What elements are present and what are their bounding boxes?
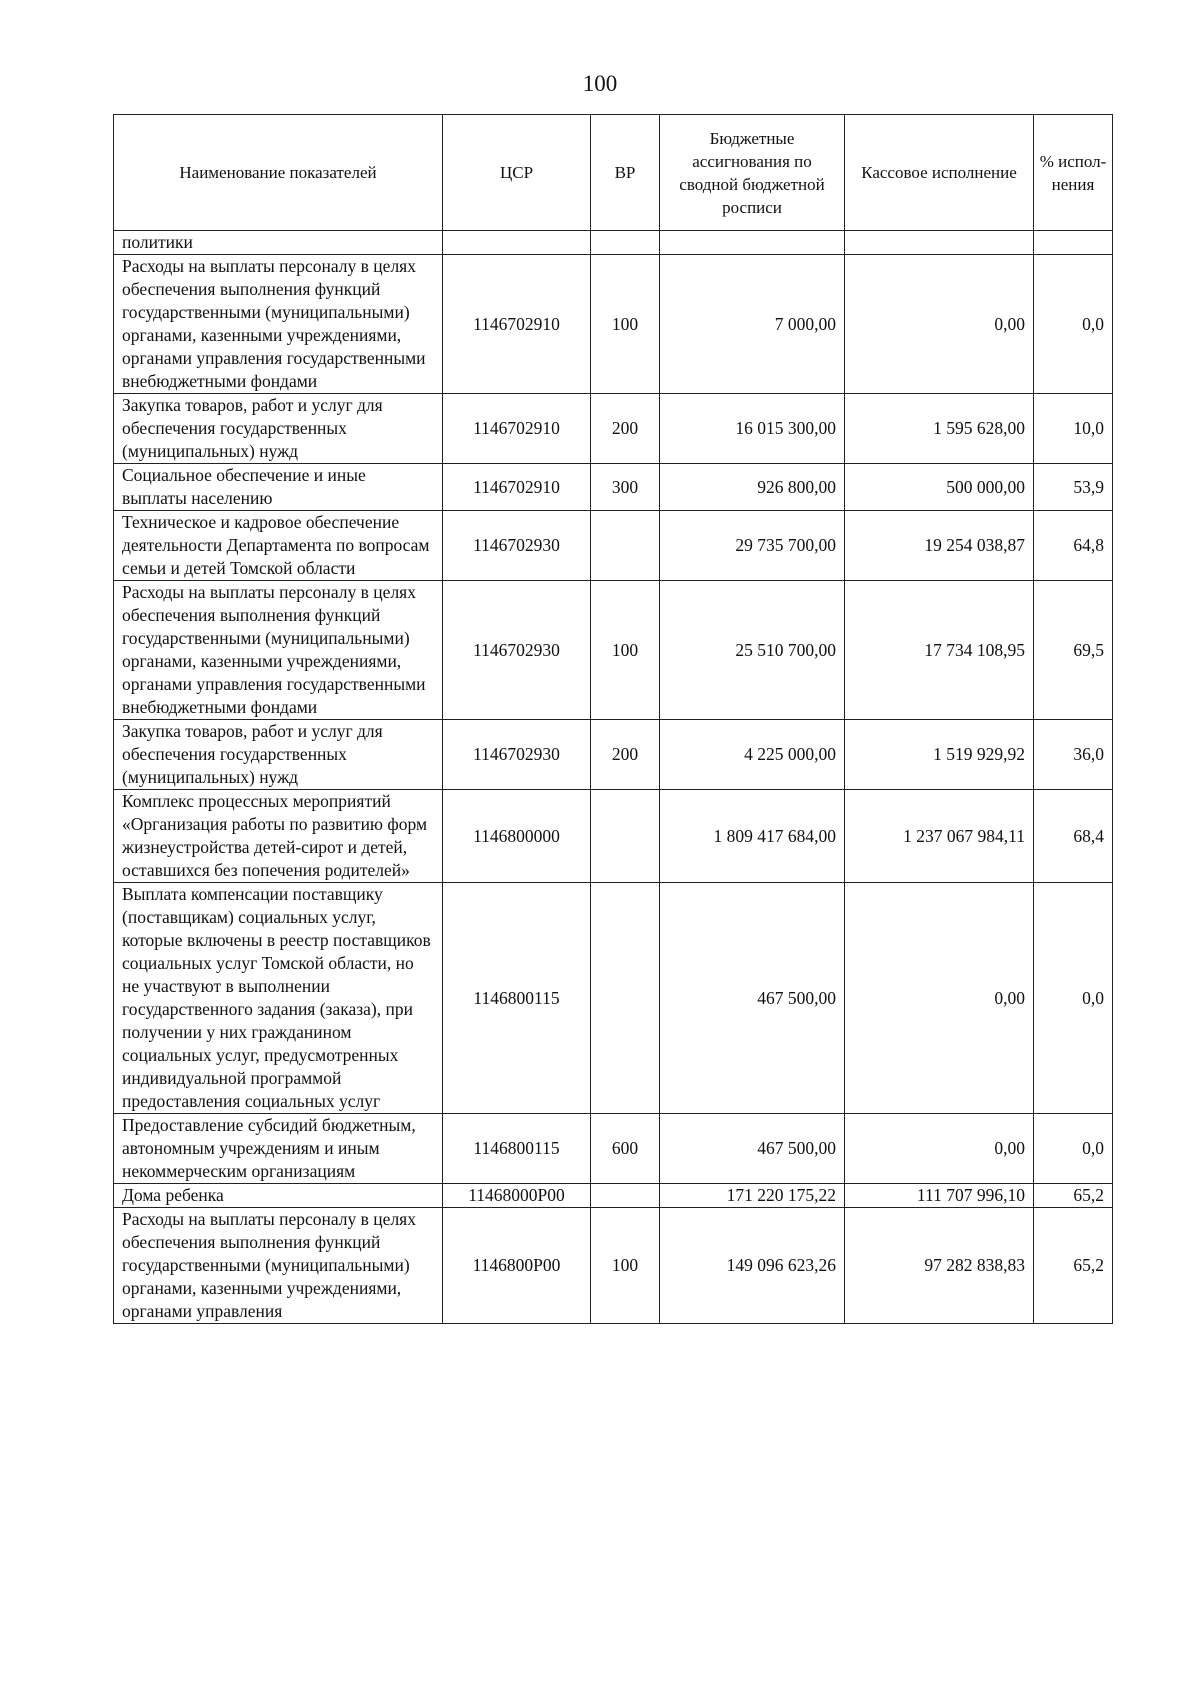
cell-name: Дома ребенка bbox=[114, 1184, 443, 1208]
cell-vr bbox=[591, 511, 660, 581]
cell-budget bbox=[660, 231, 845, 255]
cell-pct: 64,8 bbox=[1034, 511, 1113, 581]
table-header-row bbox=[114, 115, 1113, 231]
cell-budget: 926 800,00 bbox=[660, 464, 845, 511]
cell-pct: 65,2 bbox=[1034, 1184, 1113, 1208]
cell-vr bbox=[591, 883, 660, 1114]
cell-name: Расходы на выплаты персоналу в целях обеспечения выполнения функций государственными (муниципальными) органами, казенными учреждениями, органами управления bbox=[114, 1208, 443, 1324]
table-row bbox=[114, 394, 1113, 464]
cell-vr bbox=[591, 1184, 660, 1208]
budget-execution-table bbox=[113, 114, 1113, 1324]
cell-cash: 0,00 bbox=[845, 255, 1034, 394]
cell-name: Техническое и кадровое обеспечение деятельности Департамента по вопросам семьи и детей Томской области bbox=[114, 511, 443, 581]
cell-budget: 4 225 000,00 bbox=[660, 720, 845, 790]
cell-csr: 1146702910 bbox=[443, 464, 591, 511]
cell-name: Закупка товаров, работ и услуг для обеспечения государственных (муниципальных) нужд bbox=[114, 720, 443, 790]
cell-vr: 600 bbox=[591, 1114, 660, 1184]
table-row bbox=[114, 1208, 1113, 1324]
cell-pct: 68,4 bbox=[1034, 790, 1113, 883]
cell-name: Социальное обеспечение и иные выплаты населению bbox=[114, 464, 443, 511]
table-row bbox=[114, 581, 1113, 720]
cell-vr: 200 bbox=[591, 394, 660, 464]
cell-csr: 1146702910 bbox=[443, 255, 591, 394]
table-row bbox=[114, 1184, 1113, 1208]
table-row bbox=[114, 1114, 1113, 1184]
cell-pct: 0,0 bbox=[1034, 255, 1113, 394]
cell-vr: 100 bbox=[591, 1208, 660, 1324]
cell-pct bbox=[1034, 231, 1113, 255]
cell-csr: 11468000Р00 bbox=[443, 1184, 591, 1208]
cell-pct: 0,0 bbox=[1034, 1114, 1113, 1184]
cell-cash bbox=[845, 231, 1034, 255]
cell-budget: 149 096 623,26 bbox=[660, 1208, 845, 1324]
table-row bbox=[114, 255, 1113, 394]
cell-budget: 25 510 700,00 bbox=[660, 581, 845, 720]
cell-vr bbox=[591, 790, 660, 883]
cell-vr: 300 bbox=[591, 464, 660, 511]
cell-vr: 200 bbox=[591, 720, 660, 790]
cell-pct: 53,9 bbox=[1034, 464, 1113, 511]
page-number: 100 bbox=[582, 71, 618, 96]
header-budget: Бюджетные ассигнования по сводной бюджетной росписи bbox=[660, 115, 845, 231]
table-row bbox=[114, 511, 1113, 581]
cell-csr: 1146702910 bbox=[443, 394, 591, 464]
cell-budget: 7 000,00 bbox=[660, 255, 845, 394]
cell-name: Расходы на выплаты персоналу в целях обеспечения выполнения функций государственными (муниципальными) органами, казенными учреждениями, органами управления государственными внебюджетными фондами bbox=[114, 581, 443, 720]
cell-budget: 29 735 700,00 bbox=[660, 511, 845, 581]
cell-cash: 111 707 996,10 bbox=[845, 1184, 1034, 1208]
table-row bbox=[114, 883, 1113, 1114]
cell-csr: 1146800000 bbox=[443, 790, 591, 883]
cell-csr: 1146702930 bbox=[443, 511, 591, 581]
cell-budget: 467 500,00 bbox=[660, 1114, 845, 1184]
cell-cash: 97 282 838,83 bbox=[845, 1208, 1034, 1324]
cell-budget: 16 015 300,00 bbox=[660, 394, 845, 464]
cell-csr: 1146702930 bbox=[443, 720, 591, 790]
cell-pct: 0,0 bbox=[1034, 883, 1113, 1114]
header-csr: ЦСР bbox=[443, 115, 591, 231]
cell-cash: 19 254 038,87 bbox=[845, 511, 1034, 581]
cell-csr: 1146800115 bbox=[443, 883, 591, 1114]
cell-cash: 1 595 628,00 bbox=[845, 394, 1034, 464]
cell-pct: 10,0 bbox=[1034, 394, 1113, 464]
cell-budget: 1 809 417 684,00 bbox=[660, 790, 845, 883]
cell-pct: 65,2 bbox=[1034, 1208, 1113, 1324]
table-row bbox=[114, 720, 1113, 790]
cell-pct: 36,0 bbox=[1034, 720, 1113, 790]
cell-vr: 100 bbox=[591, 581, 660, 720]
cell-name: Комплекс процессных мероприятий «Организация работы по развитию форм жизнеустройства детей-сирот и детей, оставшихся без попечения родителей» bbox=[114, 790, 443, 883]
cell-budget: 467 500,00 bbox=[660, 883, 845, 1114]
cell-csr bbox=[443, 231, 591, 255]
table-row bbox=[114, 464, 1113, 511]
cell-cash: 0,00 bbox=[845, 1114, 1034, 1184]
table-row bbox=[114, 790, 1113, 883]
cell-cash: 0,00 bbox=[845, 883, 1034, 1114]
header-name: Наименование показателей bbox=[114, 115, 443, 231]
cell-name: Выплата компенсации поставщику (поставщикам) социальных услуг, которые включены в реестр поставщиков социальных услуг Томской области, но не участвуют в выполнении государственного задания (заказа), при получении у них гражданином социальных услуг, предусмотренных индивидуальной программой предоставления социальных услуг bbox=[114, 883, 443, 1114]
table-row bbox=[114, 231, 1113, 255]
header-vr: ВР bbox=[591, 115, 660, 231]
table-body bbox=[114, 231, 1113, 1324]
cell-vr: 100 bbox=[591, 255, 660, 394]
cell-cash: 1 519 929,92 bbox=[845, 720, 1034, 790]
cell-csr: 1146800Р00 bbox=[443, 1208, 591, 1324]
cell-vr bbox=[591, 231, 660, 255]
cell-name: Расходы на выплаты персоналу в целях обеспечения выполнения функций государственными (муниципальными) органами, казенными учреждениями, органами управления государственными внебюджетными фондами bbox=[114, 255, 443, 394]
header-cash: Кассовое исполнение bbox=[845, 115, 1034, 231]
cell-name: Предоставление субсидий бюджетным, автономным учреждениям и иным некоммерческим организациям bbox=[114, 1114, 443, 1184]
cell-name: Закупка товаров, работ и услуг для обеспечения государственных (муниципальных) нужд bbox=[114, 394, 443, 464]
cell-cash: 1 237 067 984,11 bbox=[845, 790, 1034, 883]
cell-budget: 171 220 175,22 bbox=[660, 1184, 845, 1208]
cell-csr: 1146702930 bbox=[443, 581, 591, 720]
header-pct: % испол-нения bbox=[1034, 115, 1113, 231]
cell-name: политики bbox=[114, 231, 443, 255]
cell-cash: 500 000,00 bbox=[845, 464, 1034, 511]
cell-csr: 1146800115 bbox=[443, 1114, 591, 1184]
cell-cash: 17 734 108,95 bbox=[845, 581, 1034, 720]
cell-pct: 69,5 bbox=[1034, 581, 1113, 720]
